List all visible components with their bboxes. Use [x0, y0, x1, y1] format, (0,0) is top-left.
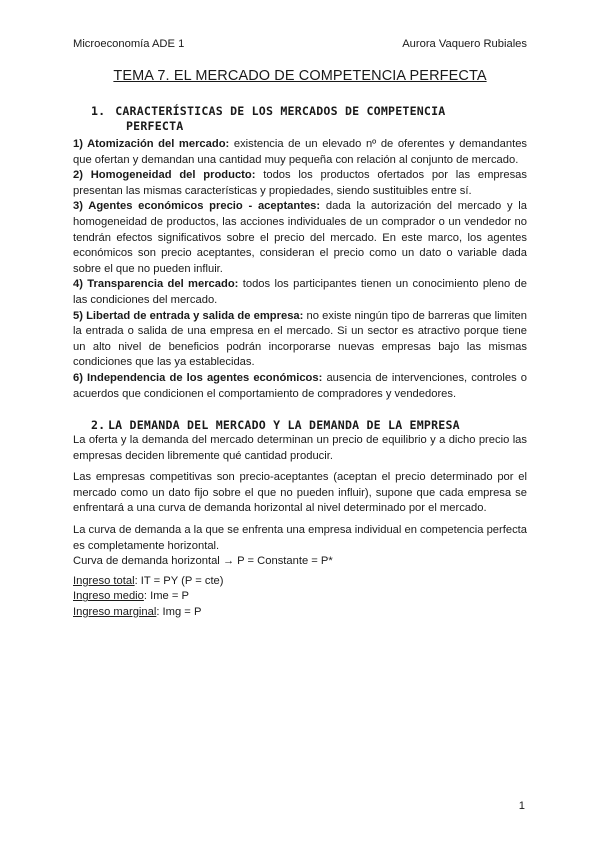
section-1-number: 1. — [91, 104, 106, 118]
characteristic-text: todos los productos ofertados por las empresas presentan las mismas características y propiedades, siendo sustituibles entre sí. — [73, 169, 527, 197]
section-2-heading — [73, 418, 527, 433]
characteristic-label: 6) Independencia de los agentes económicos: — [73, 371, 323, 384]
section-1-heading-line2: PERFECTA — [126, 119, 184, 133]
paragraph-price-takers: Las empresas competitivas son precio-aceptantes (aceptan el precio determinado por el mercado como un dato fijo sobre el que no pueden influir), supone que cada empresa se enfrentará a una curva de demanda horizontal al nivel determinado por el mercado. — [73, 471, 527, 515]
characteristic-text: ausencia de intervenciones, controles o acuerdos que condicionen el comportamiento de compradores y vendedores. — [73, 371, 527, 400]
section-1-heading — [73, 104, 527, 134]
revenue-term: Ingreso medio — [73, 590, 144, 603]
characteristic-label: 1) Atomización del mercado: — [73, 138, 230, 150]
revenue-formula: : Img = P — [156, 606, 202, 619]
revenue-term: Ingreso marginal — [73, 606, 157, 619]
revenue-term: Ingreso total — [73, 574, 135, 587]
characteristics-list — [73, 137, 527, 402]
characteristic-item — [73, 199, 527, 277]
characteristic-text: todos los participantes tienen un conocimiento pleno de las condiciones del mercado. — [73, 278, 527, 306]
revenue-total — [73, 574, 527, 590]
document-body — [73, 104, 527, 621]
paragraph-equilibrium: La oferta y la demanda del mercado determinan un precio de equilibrio y a dicho precio las empresas deciden libremente qué cantidad producir. — [73, 434, 527, 462]
section-2-number: 2. — [91, 418, 106, 433]
section-1-heading-line1: CARACTERÍSTICAS DE LOS MERCADOS DE COMPETENCIA — [115, 104, 446, 118]
demand-curve-formula: Curva de demanda horizontal → P = Constante = P* — [73, 555, 333, 568]
characteristic-label: 4) Transparencia del mercado: — [73, 278, 239, 291]
characteristic-label: 5) Libertad de entrada y salida de empresa: — [73, 309, 304, 322]
header-author: Aurora Vaquero Rubiales — [402, 38, 527, 50]
characteristic-item — [73, 137, 527, 168]
page-title: TEMA 7. EL MERCADO DE COMPETENCIA PERFECTA — [113, 68, 487, 84]
revenue-formula: : IT = PY (P = cte) — [134, 574, 224, 587]
revenue-formula: : Ime = P — [143, 590, 189, 603]
characteristic-text: dada la autorización del mercado y la homogeneidad de productos, las acciones individuales de un comprador o un vendedor no tendrán efectos significativos sobre el precio del mercado. En este marco, los agentes económicos son precio aceptantes, consideran el precio como un dato o variable dada sobre el que no pueden influir. — [73, 200, 528, 275]
characteristic-label: 2) Homogeneidad del producto: — [73, 169, 256, 182]
revenue-marginal — [73, 605, 527, 621]
characteristic-item — [73, 277, 527, 308]
header-course: Microeconomía ADE 1 — [73, 38, 185, 50]
page-number: 1 — [518, 800, 525, 812]
characteristic-item — [73, 309, 527, 371]
paragraph-horizontal-demand: La curva de demanda a la que se enfrenta una empresa individual en competencia perfecta es completamente horizontal. — [73, 524, 528, 552]
characteristic-item — [73, 371, 527, 402]
section-2-heading-text: LA DEMANDA DEL MERCADO Y LA DEMANDA DE LA EMPRESA — [108, 418, 460, 433]
characteristic-label: 3) Agentes económicos precio - aceptantes: — [73, 200, 321, 213]
characteristic-text: existencia de un elevado nº de oferentes y demandantes que ofertan y demandan una cantidad muy pequeña con relación al conjunto de mercado. — [73, 138, 528, 166]
revenue-average — [73, 589, 527, 605]
characteristic-text: no existe ningún tipo de barreras que limiten la entrada o salida de una empresa en el mercado. Si un sector es atractivo porque tiene un alto nivel de beneficios podrán incorporarse nuevas empresas bajo las mismas condiciones que las ya establecidas. — [73, 309, 527, 369]
characteristic-item — [73, 168, 527, 199]
revenue-list — [73, 574, 527, 621]
